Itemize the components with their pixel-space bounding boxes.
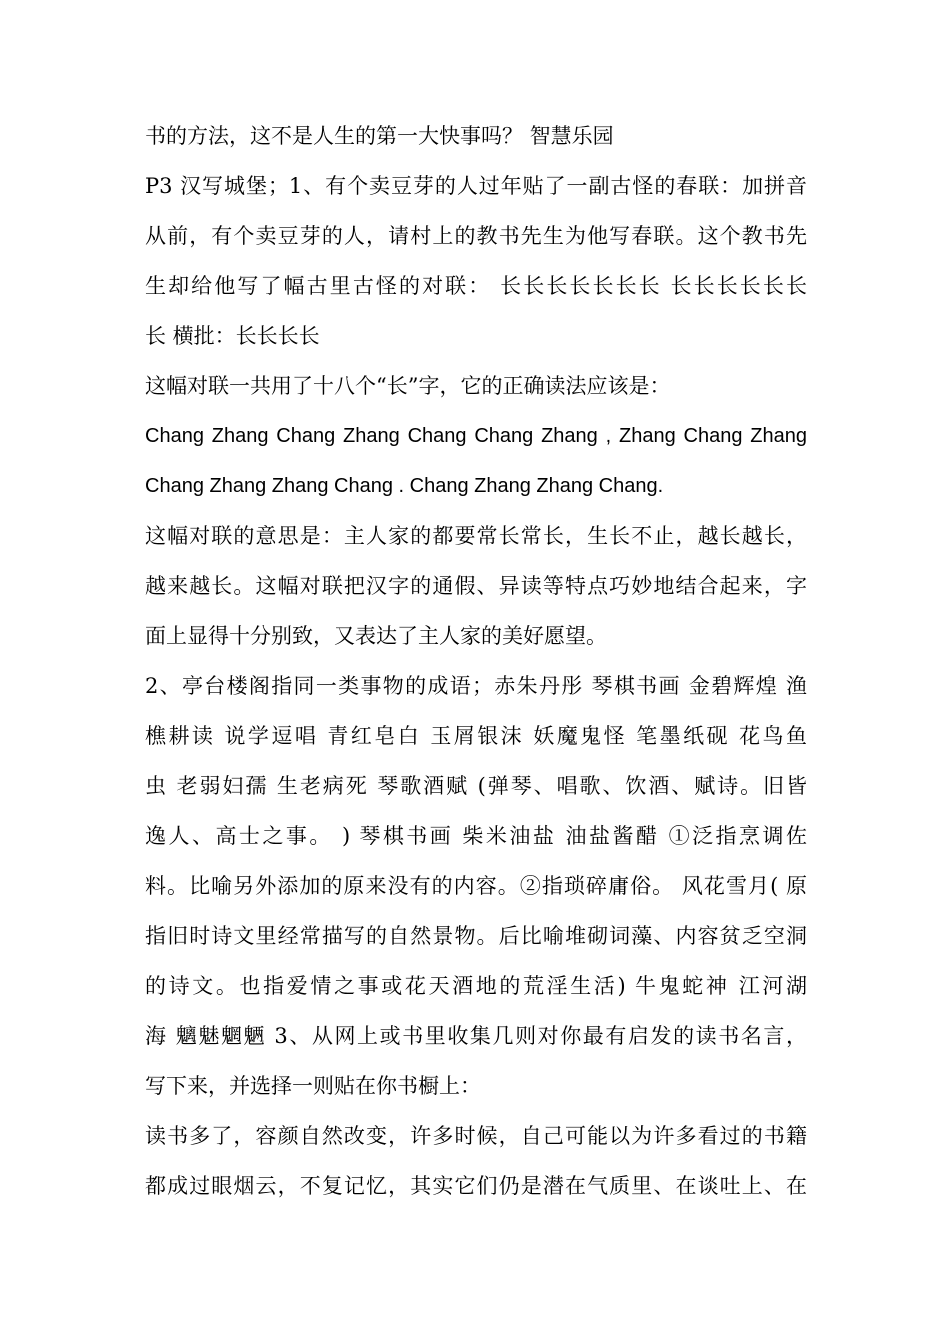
text-line: 虫 老弱妇孺 生老病死 琴歌酒赋 (弹琴、唱歌、饮酒、赋诗。旧皆 bbox=[145, 774, 807, 798]
text-line: Chang Zhang Chang Zhang Chang Chang Zhang , Zhang Chang Zhang bbox=[145, 425, 807, 447]
text-line: P3 汉写城堡；1、有个卖豆芽的人过年贴了一副古怪的春联：加拼音 bbox=[145, 174, 807, 198]
text-line: 生却给他写了幅古里古怪的对联： 长长长长长长长 长长长长长长 bbox=[145, 274, 807, 298]
text-line: 海 魑魅魍魉 3、从网上或书里收集几则对你最有启发的读书名言， bbox=[145, 1024, 807, 1048]
text-line: 这幅对联的意思是：主人家的都要常长常长，生长不止，越长越长， bbox=[145, 524, 807, 548]
text-line: 读书多了，容颜自然改变，许多时候，自己可能以为许多看过的书籍 bbox=[145, 1124, 807, 1148]
text-line: 料。比喻另外添加的原来没有的内容。②指琐碎庸俗。 风花雪月( 原 bbox=[145, 874, 807, 898]
text-line: 逸人、高士之事。 ) 琴棋书画 柴米油盐 油盐酱醋 ①泛指烹调佐 bbox=[145, 824, 807, 848]
text-line: 这幅对联一共用了十八个“长”字，它的正确读法应该是： bbox=[145, 374, 671, 398]
text-line: 樵耕读 说学逗唱 青红皂白 玉屑银沫 妖魔鬼怪 笔墨纸砚 花鸟鱼 bbox=[145, 724, 807, 748]
text-line: 的诗文。也指爱情之事或花天酒地的荒淫生活) 牛鬼蛇神 江河湖 bbox=[145, 974, 807, 998]
text-line: 面上显得十分别致，又表达了主人家的美好愿望。 bbox=[145, 624, 607, 648]
text-line: 2、亭台楼阁指同一类事物的成语；赤朱丹彤 琴棋书画 金碧辉煌 渔 bbox=[145, 674, 807, 698]
text-line: 书的方法，这不是人生的第一大快事吗？ 智慧乐园 bbox=[145, 124, 614, 148]
text-line: 越来越长。这幅对联把汉字的通假、异读等特点巧妙地结合起来，字 bbox=[145, 574, 807, 598]
text-line: 写下来，并选择一则贴在你书橱上： bbox=[145, 1074, 481, 1098]
text-line: 长 横批：长长长长 bbox=[145, 324, 320, 348]
text-line: Chang Zhang Zhang Chang . Chang Zhang Zhang Chang. bbox=[145, 475, 664, 497]
text-line: 指旧时诗文里经常描写的自然景物。后比喻堆砌词藻、内容贫乏空洞 bbox=[145, 924, 807, 948]
text-line: 从前，有个卖豆芽的人，请村上的教书先生为他写春联。这个教书先 bbox=[145, 224, 807, 248]
text-line: 都成过眼烟云，不复记忆，其实它们仍是潜在气质里、在谈吐上、在 bbox=[145, 1174, 807, 1198]
